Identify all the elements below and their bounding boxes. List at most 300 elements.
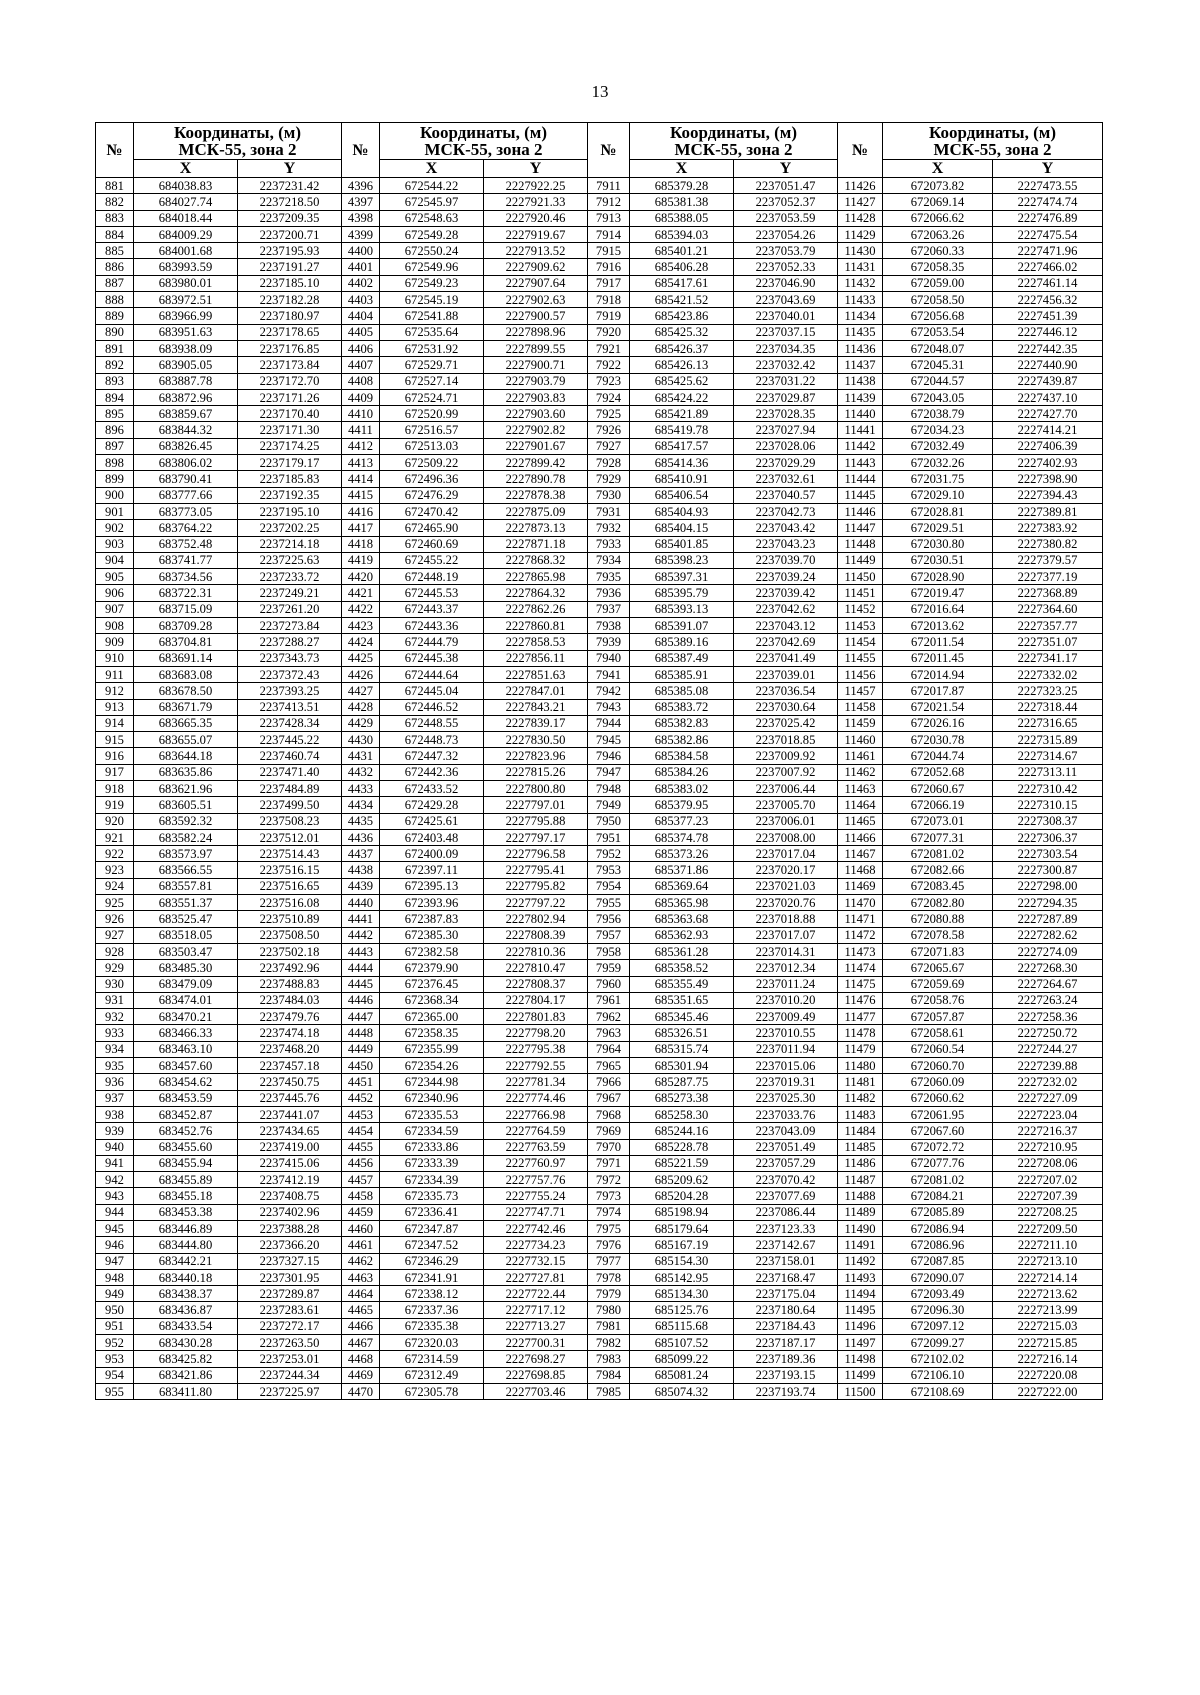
point-number: 11461 xyxy=(838,748,883,764)
point-number: 4431 xyxy=(342,748,380,764)
point-number: 4418 xyxy=(342,536,380,552)
coord-y: 2227402.93 xyxy=(993,455,1103,471)
coord-x: 685142.95 xyxy=(630,1269,734,1285)
coord-x: 672031.75 xyxy=(883,471,993,487)
coord-x: 683551.37 xyxy=(134,895,238,911)
point-number: 7913 xyxy=(588,210,630,226)
coord-x: 685369.64 xyxy=(630,878,734,894)
point-number: 4423 xyxy=(342,618,380,634)
point-number: 7965 xyxy=(588,1058,630,1074)
coord-y: 2227764.59 xyxy=(484,1123,588,1139)
coord-y: 2227300.87 xyxy=(993,862,1103,878)
coord-x: 672305.78 xyxy=(380,1383,484,1399)
coord-y: 2227742.46 xyxy=(484,1221,588,1237)
point-number: 7958 xyxy=(588,943,630,959)
coord-x: 672448.19 xyxy=(380,569,484,585)
coord-x: 685315.74 xyxy=(630,1041,734,1057)
coord-x: 683411.80 xyxy=(134,1383,238,1399)
coord-x: 672058.35 xyxy=(883,259,993,275)
coord-y: 2237225.63 xyxy=(238,552,342,568)
coord-y: 2227907.64 xyxy=(484,275,588,291)
table-header xyxy=(96,123,1103,178)
coord-x: 672340.96 xyxy=(380,1090,484,1106)
point-number: 7966 xyxy=(588,1074,630,1090)
coord-x: 685377.23 xyxy=(630,813,734,829)
coord-x: 672312.49 xyxy=(380,1367,484,1383)
coord-y: 2237202.25 xyxy=(238,520,342,536)
coord-y: 2227713.27 xyxy=(484,1318,588,1334)
coord-y: 2227474.74 xyxy=(993,194,1103,210)
table-row xyxy=(96,1155,1103,1171)
coord-y: 2237020.76 xyxy=(734,895,838,911)
point-number: 11465 xyxy=(838,813,883,829)
table-row xyxy=(96,178,1103,194)
point-number: 4421 xyxy=(342,585,380,601)
coord-y: 2227774.46 xyxy=(484,1090,588,1106)
table-row xyxy=(96,438,1103,454)
coord-y: 2237516.08 xyxy=(238,895,342,911)
coord-y: 2227903.60 xyxy=(484,406,588,422)
coord-x: 672029.51 xyxy=(883,520,993,536)
coord-x: 672060.33 xyxy=(883,243,993,259)
coord-x: 683455.60 xyxy=(134,1139,238,1155)
coord-y: 2227800.80 xyxy=(484,780,588,796)
coord-y: 2227383.92 xyxy=(993,520,1103,536)
point-number: 886 xyxy=(96,259,134,275)
table-row xyxy=(96,764,1103,780)
coord-x: 683993.59 xyxy=(134,259,238,275)
point-number: 4460 xyxy=(342,1221,380,1237)
coord-x: 683790.41 xyxy=(134,471,238,487)
point-number: 11466 xyxy=(838,829,883,845)
header-coords-title: Координаты, (м) xyxy=(929,123,1056,142)
coord-y: 2237218.50 xyxy=(238,194,342,210)
coord-y: 2227207.02 xyxy=(993,1172,1103,1188)
coord-x: 672067.60 xyxy=(883,1123,993,1139)
point-number: 928 xyxy=(96,943,134,959)
coord-x: 685179.64 xyxy=(630,1221,734,1237)
coord-x: 672465.90 xyxy=(380,520,484,536)
coord-y: 2237054.26 xyxy=(734,226,838,242)
coord-y: 2237512.01 xyxy=(238,829,342,845)
coord-x: 672013.62 xyxy=(883,618,993,634)
coord-y: 2227763.59 xyxy=(484,1139,588,1155)
coord-y: 2237086.44 xyxy=(734,1204,838,1220)
header-number-3: № xyxy=(838,123,883,178)
point-number: 894 xyxy=(96,389,134,405)
point-number: 4406 xyxy=(342,340,380,356)
point-number: 7944 xyxy=(588,715,630,731)
coord-x: 672065.67 xyxy=(883,960,993,976)
coord-y: 2227873.13 xyxy=(484,520,588,536)
point-number: 4447 xyxy=(342,1009,380,1025)
coord-y: 2237301.95 xyxy=(238,1269,342,1285)
coord-y: 2237052.37 xyxy=(734,194,838,210)
table-row xyxy=(96,911,1103,927)
coord-x: 685258.30 xyxy=(630,1106,734,1122)
coord-y: 2227781.34 xyxy=(484,1074,588,1090)
coord-x: 683826.45 xyxy=(134,438,238,454)
coord-x: 672099.27 xyxy=(883,1335,993,1351)
coord-y: 2227698.85 xyxy=(484,1367,588,1383)
coord-x: 683446.89 xyxy=(134,1221,238,1237)
point-number: 897 xyxy=(96,438,134,454)
coord-x: 685221.59 xyxy=(630,1155,734,1171)
point-number: 941 xyxy=(96,1155,134,1171)
table-row xyxy=(96,243,1103,259)
coord-y: 2227439.87 xyxy=(993,373,1103,389)
table-row xyxy=(96,634,1103,650)
header-coords-0 xyxy=(134,123,342,160)
coord-y: 2237214.18 xyxy=(238,536,342,552)
coord-x: 672078.58 xyxy=(883,927,993,943)
coord-y: 2237193.15 xyxy=(734,1367,838,1383)
point-number: 4459 xyxy=(342,1204,380,1220)
coord-x: 672021.54 xyxy=(883,699,993,715)
coord-y: 2227795.38 xyxy=(484,1041,588,1057)
coord-y: 2237039.42 xyxy=(734,585,838,601)
coord-y: 2237479.76 xyxy=(238,1009,342,1025)
coord-x: 672445.53 xyxy=(380,585,484,601)
point-number: 11492 xyxy=(838,1253,883,1269)
point-number: 11444 xyxy=(838,471,883,487)
coord-x: 672393.96 xyxy=(380,895,484,911)
point-number: 11455 xyxy=(838,650,883,666)
coord-y: 2237043.12 xyxy=(734,618,838,634)
point-number: 929 xyxy=(96,960,134,976)
coord-x: 683463.10 xyxy=(134,1041,238,1057)
coord-x: 672344.98 xyxy=(380,1074,484,1090)
coord-x: 685401.85 xyxy=(630,536,734,552)
coord-y: 2237468.20 xyxy=(238,1041,342,1057)
coord-x: 685365.98 xyxy=(630,895,734,911)
point-number: 11481 xyxy=(838,1074,883,1090)
coord-x: 683474.01 xyxy=(134,992,238,1008)
point-number: 4449 xyxy=(342,1041,380,1057)
coord-y: 2237043.23 xyxy=(734,536,838,552)
coord-y: 2227220.08 xyxy=(993,1367,1103,1383)
point-number: 11493 xyxy=(838,1269,883,1285)
header-number-1: № xyxy=(342,123,380,178)
coord-x: 683442.21 xyxy=(134,1253,238,1269)
point-number: 11447 xyxy=(838,520,883,536)
coord-x: 672044.57 xyxy=(883,373,993,389)
header-x-1: X xyxy=(380,160,484,178)
point-number: 7977 xyxy=(588,1253,630,1269)
coord-x: 685393.13 xyxy=(630,601,734,617)
point-number: 7954 xyxy=(588,878,630,894)
point-number: 7947 xyxy=(588,764,630,780)
coord-y: 2227377.19 xyxy=(993,569,1103,585)
point-number: 11430 xyxy=(838,243,883,259)
point-number: 4400 xyxy=(342,243,380,259)
coord-y: 2227898.96 xyxy=(484,324,588,340)
coord-y: 2237170.40 xyxy=(238,406,342,422)
point-number: 7967 xyxy=(588,1090,630,1106)
point-number: 11449 xyxy=(838,552,883,568)
coord-x: 683764.22 xyxy=(134,520,238,536)
header-system-title: МСК-55, зона 2 xyxy=(424,140,543,159)
point-number: 7918 xyxy=(588,292,630,308)
coord-x: 672081.02 xyxy=(883,1172,993,1188)
coord-y: 2237011.24 xyxy=(734,976,838,992)
table-row xyxy=(96,406,1103,422)
coord-x: 685426.37 xyxy=(630,340,734,356)
coord-y: 2227332.02 xyxy=(993,666,1103,682)
coord-y: 2227797.01 xyxy=(484,797,588,813)
table-row xyxy=(96,943,1103,959)
coord-y: 2227815.26 xyxy=(484,764,588,780)
coord-x: 683665.35 xyxy=(134,715,238,731)
point-number: 7938 xyxy=(588,618,630,634)
coord-y: 2227823.96 xyxy=(484,748,588,764)
point-number: 7943 xyxy=(588,699,630,715)
coord-x: 685361.28 xyxy=(630,943,734,959)
table-row xyxy=(96,1041,1103,1057)
coord-y: 2227900.57 xyxy=(484,308,588,324)
coord-x: 683457.60 xyxy=(134,1058,238,1074)
coord-y: 2237244.34 xyxy=(238,1367,342,1383)
coord-y: 2237043.69 xyxy=(734,292,838,308)
coord-x: 683425.82 xyxy=(134,1351,238,1367)
coord-x: 672443.37 xyxy=(380,601,484,617)
coord-y: 2237042.62 xyxy=(734,601,838,617)
point-number: 4424 xyxy=(342,634,380,650)
coord-y: 2227865.98 xyxy=(484,569,588,585)
point-number: 939 xyxy=(96,1123,134,1139)
coord-y: 2227264.67 xyxy=(993,976,1103,992)
point-number: 7925 xyxy=(588,406,630,422)
coord-x: 683452.76 xyxy=(134,1123,238,1139)
table-row xyxy=(96,1253,1103,1269)
point-number: 11469 xyxy=(838,878,883,894)
coord-y: 2227258.36 xyxy=(993,1009,1103,1025)
point-number: 4419 xyxy=(342,552,380,568)
coord-y: 2227313.11 xyxy=(993,764,1103,780)
coord-x: 683454.62 xyxy=(134,1074,238,1090)
point-number: 11477 xyxy=(838,1009,883,1025)
point-number: 4452 xyxy=(342,1090,380,1106)
coord-x: 672429.28 xyxy=(380,797,484,813)
coord-x: 672385.30 xyxy=(380,927,484,943)
coord-y: 2237033.76 xyxy=(734,1106,838,1122)
point-number: 907 xyxy=(96,601,134,617)
coord-y: 2237460.74 xyxy=(238,748,342,764)
coord-y: 2237233.72 xyxy=(238,569,342,585)
coord-y: 2227406.39 xyxy=(993,438,1103,454)
coord-y: 2237327.15 xyxy=(238,1253,342,1269)
point-number: 940 xyxy=(96,1139,134,1155)
point-number: 945 xyxy=(96,1221,134,1237)
coord-y: 2227808.39 xyxy=(484,927,588,943)
point-number: 7916 xyxy=(588,259,630,275)
coord-x: 683518.05 xyxy=(134,927,238,943)
coord-y: 2227703.46 xyxy=(484,1383,588,1399)
point-number: 893 xyxy=(96,373,134,389)
coord-y: 2237176.85 xyxy=(238,340,342,356)
point-number: 11460 xyxy=(838,732,883,748)
point-number: 7911 xyxy=(588,178,630,194)
coord-x: 685209.62 xyxy=(630,1172,734,1188)
coord-x: 672043.05 xyxy=(883,389,993,405)
coord-y: 2227250.72 xyxy=(993,1025,1103,1041)
coord-y: 2237419.00 xyxy=(238,1139,342,1155)
coord-x: 685115.68 xyxy=(630,1318,734,1334)
coord-x: 683655.07 xyxy=(134,732,238,748)
coord-x: 672108.69 xyxy=(883,1383,993,1399)
point-number: 7934 xyxy=(588,552,630,568)
point-number: 11459 xyxy=(838,715,883,731)
coord-x: 683455.18 xyxy=(134,1188,238,1204)
coord-x: 684027.74 xyxy=(134,194,238,210)
coord-x: 672476.29 xyxy=(380,487,484,503)
point-number: 11454 xyxy=(838,634,883,650)
coord-y: 2227318.44 xyxy=(993,699,1103,715)
coord-y: 2227379.57 xyxy=(993,552,1103,568)
coord-x: 685198.94 xyxy=(630,1204,734,1220)
point-number: 11448 xyxy=(838,536,883,552)
point-number: 11462 xyxy=(838,764,883,780)
coord-x: 672447.32 xyxy=(380,748,484,764)
coord-y: 2227208.06 xyxy=(993,1155,1103,1171)
coord-y: 2227213.62 xyxy=(993,1286,1103,1302)
coord-y: 2237027.94 xyxy=(734,422,838,438)
coord-x: 685417.57 xyxy=(630,438,734,454)
coord-x: 685404.93 xyxy=(630,503,734,519)
point-number: 7976 xyxy=(588,1237,630,1253)
coord-y: 2227830.50 xyxy=(484,732,588,748)
coord-y: 2237187.17 xyxy=(734,1335,838,1351)
coord-x: 683455.94 xyxy=(134,1155,238,1171)
coord-x: 683582.24 xyxy=(134,829,238,845)
coord-x: 672544.22 xyxy=(380,178,484,194)
coord-x: 672077.31 xyxy=(883,829,993,845)
coord-y: 2227215.85 xyxy=(993,1335,1103,1351)
coord-x: 672053.54 xyxy=(883,324,993,340)
coord-y: 2237010.55 xyxy=(734,1025,838,1041)
coord-y: 2227471.96 xyxy=(993,243,1103,259)
point-number: 7949 xyxy=(588,797,630,813)
coord-x: 672335.73 xyxy=(380,1188,484,1204)
point-number: 904 xyxy=(96,552,134,568)
coord-y: 2227427.70 xyxy=(993,406,1103,422)
table-row xyxy=(96,601,1103,617)
coord-y: 2237445.22 xyxy=(238,732,342,748)
coord-x: 683741.77 xyxy=(134,552,238,568)
point-number: 7915 xyxy=(588,243,630,259)
coord-y: 2227310.15 xyxy=(993,797,1103,813)
coord-x: 685099.22 xyxy=(630,1351,734,1367)
point-number: 7953 xyxy=(588,862,630,878)
table-row xyxy=(96,471,1103,487)
coord-x: 672059.69 xyxy=(883,976,993,992)
table-row xyxy=(96,422,1103,438)
coord-x: 672058.61 xyxy=(883,1025,993,1041)
coord-y: 2227792.55 xyxy=(484,1058,588,1074)
coord-x: 685426.13 xyxy=(630,357,734,373)
coord-y: 2237471.40 xyxy=(238,764,342,780)
point-number: 11436 xyxy=(838,340,883,356)
coord-y: 2227239.88 xyxy=(993,1058,1103,1074)
point-number: 4416 xyxy=(342,503,380,519)
coord-x: 685373.26 xyxy=(630,846,734,862)
header-coords-3 xyxy=(883,123,1103,160)
table-row xyxy=(96,503,1103,519)
coord-y: 2227862.26 xyxy=(484,601,588,617)
coord-y: 2227456.32 xyxy=(993,292,1103,308)
table-row xyxy=(96,1106,1103,1122)
coord-y: 2227214.14 xyxy=(993,1269,1103,1285)
coord-x: 672314.59 xyxy=(380,1351,484,1367)
table-row xyxy=(96,194,1103,210)
point-number: 950 xyxy=(96,1302,134,1318)
coord-x: 672086.96 xyxy=(883,1237,993,1253)
coord-y: 2227357.77 xyxy=(993,618,1103,634)
point-number: 11446 xyxy=(838,503,883,519)
coord-x: 685371.86 xyxy=(630,862,734,878)
coord-y: 2227795.88 xyxy=(484,813,588,829)
coord-y: 2237029.29 xyxy=(734,455,838,471)
table-row xyxy=(96,797,1103,813)
coord-y: 2227306.37 xyxy=(993,829,1103,845)
table-row xyxy=(96,1318,1103,1334)
point-number: 4461 xyxy=(342,1237,380,1253)
coord-y: 2237017.07 xyxy=(734,927,838,943)
point-number: 7946 xyxy=(588,748,630,764)
point-number: 4414 xyxy=(342,471,380,487)
coord-x: 672086.94 xyxy=(883,1221,993,1237)
point-number: 4398 xyxy=(342,210,380,226)
point-number: 4439 xyxy=(342,878,380,894)
coord-y: 2227878.38 xyxy=(484,487,588,503)
coord-y: 2227732.15 xyxy=(484,1253,588,1269)
coord-x: 683470.21 xyxy=(134,1009,238,1025)
coord-x: 683421.86 xyxy=(134,1367,238,1383)
point-number: 7919 xyxy=(588,308,630,324)
coord-x: 672028.81 xyxy=(883,503,993,519)
coord-y: 2227209.50 xyxy=(993,1221,1103,1237)
header-coords-title: Координаты, (м) xyxy=(420,123,547,142)
coord-y: 2237209.35 xyxy=(238,210,342,226)
point-number: 4451 xyxy=(342,1074,380,1090)
coord-x: 672081.02 xyxy=(883,846,993,862)
point-number: 901 xyxy=(96,503,134,519)
table-row xyxy=(96,780,1103,796)
point-number: 887 xyxy=(96,275,134,291)
coord-y: 2237018.85 xyxy=(734,732,838,748)
coord-x: 672048.07 xyxy=(883,340,993,356)
table-row xyxy=(96,846,1103,862)
coord-x: 683773.05 xyxy=(134,503,238,519)
point-number: 4413 xyxy=(342,455,380,471)
table-row xyxy=(96,878,1103,894)
point-number: 7961 xyxy=(588,992,630,1008)
coord-x: 672058.50 xyxy=(883,292,993,308)
coord-x: 685383.02 xyxy=(630,780,734,796)
coord-x: 685228.78 xyxy=(630,1139,734,1155)
point-number: 7930 xyxy=(588,487,630,503)
coord-x: 683752.48 xyxy=(134,536,238,552)
coord-x: 683605.51 xyxy=(134,797,238,813)
coord-y: 2227808.37 xyxy=(484,976,588,992)
coord-x: 683704.81 xyxy=(134,634,238,650)
coord-y: 2227903.79 xyxy=(484,373,588,389)
coord-x: 684038.83 xyxy=(134,178,238,194)
point-number: 4440 xyxy=(342,895,380,911)
coord-x: 685401.21 xyxy=(630,243,734,259)
coord-x: 672019.47 xyxy=(883,585,993,601)
coord-x: 672044.74 xyxy=(883,748,993,764)
